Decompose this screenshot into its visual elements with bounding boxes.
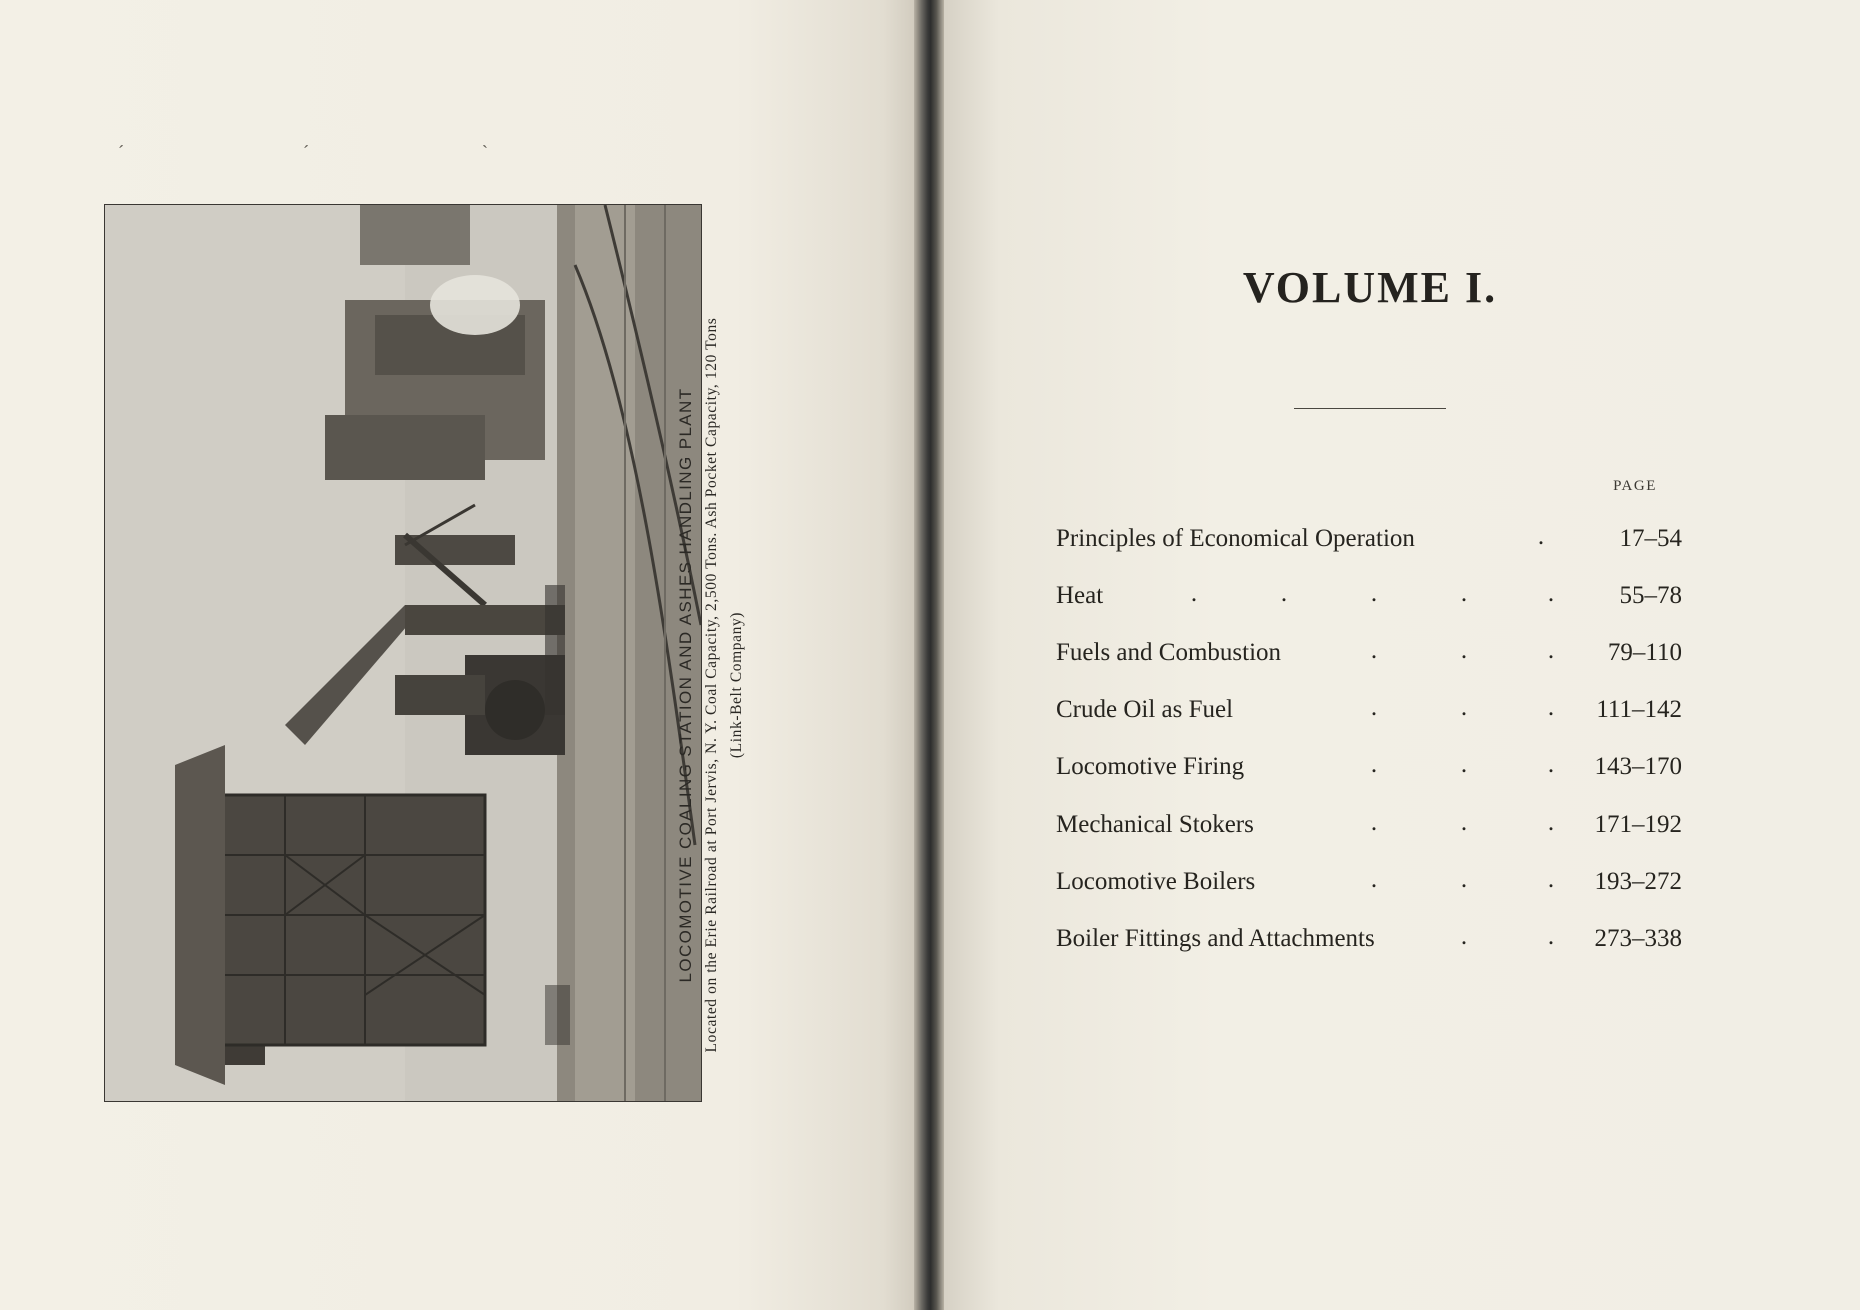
toc-leader: . bbox=[1370, 809, 1378, 836]
toc-leader: . bbox=[1460, 923, 1468, 950]
toc-entry-pages: 17–54 bbox=[1619, 525, 1682, 552]
toc-leader: . bbox=[1370, 694, 1378, 721]
toc-entry-title: Crude Oil as Fuel bbox=[1056, 696, 1234, 723]
toc-leader: . bbox=[1547, 866, 1555, 893]
toc-entry bbox=[1056, 811, 1696, 851]
toc-entry-pages: 193–272 bbox=[1594, 868, 1682, 895]
toc-entry-title: Fuels and Combustion bbox=[1056, 639, 1282, 666]
caption-credit: (Link-Belt Company) bbox=[728, 611, 745, 759]
toc-leader: . bbox=[1370, 751, 1378, 778]
toc-entry-title: Locomotive Firing bbox=[1056, 753, 1245, 780]
caption-detail: Located on the Erie Railroad at Port Jervis, N. Y. Coal Capacity, 2,500 Tons. Ash Pocket Capacity, 120 Tons bbox=[703, 317, 720, 1053]
toc-leader: . bbox=[1547, 637, 1555, 664]
toc-entry bbox=[1056, 868, 1696, 908]
toc-leader: . bbox=[1460, 580, 1468, 607]
toc-entry bbox=[1056, 639, 1696, 679]
paper-speck: ´ bbox=[303, 142, 309, 162]
toc-leader: . bbox=[1460, 694, 1468, 721]
toc-leader: . bbox=[1190, 580, 1198, 607]
book-gutter bbox=[914, 0, 944, 1310]
toc-entry bbox=[1056, 925, 1696, 965]
toc-entry-title: Heat bbox=[1056, 582, 1104, 609]
toc-entry-title: Locomotive Boilers bbox=[1056, 868, 1256, 895]
toc-entry-pages: 111–142 bbox=[1596, 696, 1682, 723]
toc-entry bbox=[1056, 582, 1696, 622]
toc-leader: . bbox=[1370, 580, 1378, 607]
toc-entry-pages: 79–110 bbox=[1607, 639, 1682, 666]
toc-leader: . bbox=[1460, 637, 1468, 664]
toc-leader: . bbox=[1460, 751, 1468, 778]
toc-leader: . bbox=[1460, 866, 1468, 893]
toc-leader: . bbox=[1547, 751, 1555, 778]
toc-entry bbox=[1056, 696, 1696, 736]
toc-entry bbox=[1056, 753, 1696, 793]
toc-leader: . bbox=[1370, 637, 1378, 664]
coaling-station-photograph bbox=[104, 204, 702, 1102]
toc-leader: . bbox=[1460, 809, 1468, 836]
page-column-heading: PAGE bbox=[1613, 478, 1657, 494]
paper-speck: ´ bbox=[118, 142, 124, 162]
paper-speck: ` bbox=[482, 142, 488, 162]
toc-entry-pages: 273–338 bbox=[1594, 925, 1682, 952]
toc-entry-pages: 143–170 bbox=[1594, 753, 1682, 780]
caption-title: LOCOMOTIVE COALING STATION AND ASHES HANDLING PLANT bbox=[676, 387, 695, 983]
left-page bbox=[0, 0, 920, 1310]
toc-leader: . bbox=[1547, 809, 1555, 836]
toc-entry bbox=[1056, 525, 1696, 565]
volume-title: VOLUME I. bbox=[1242, 263, 1498, 312]
toc-leader: . bbox=[1547, 923, 1555, 950]
title-divider bbox=[1294, 408, 1446, 409]
toc-entry-title: Boiler Fittings and Attachments bbox=[1056, 925, 1375, 952]
toc-entry-pages: 55–78 bbox=[1619, 582, 1682, 609]
toc-entry-title: Mechanical Stokers bbox=[1056, 811, 1254, 838]
toc-entry-pages: 171–192 bbox=[1594, 811, 1682, 838]
coaling-station-photo-svg bbox=[105, 205, 701, 1101]
toc-leader: . bbox=[1280, 580, 1288, 607]
toc-leader: . bbox=[1537, 523, 1545, 550]
toc-entry-title: Principles of Economical Operation bbox=[1056, 525, 1415, 552]
toc-leader: . bbox=[1547, 580, 1555, 607]
toc-leader: . bbox=[1370, 866, 1378, 893]
toc-leader: . bbox=[1547, 694, 1555, 721]
figure-caption bbox=[673, 295, 757, 1075]
